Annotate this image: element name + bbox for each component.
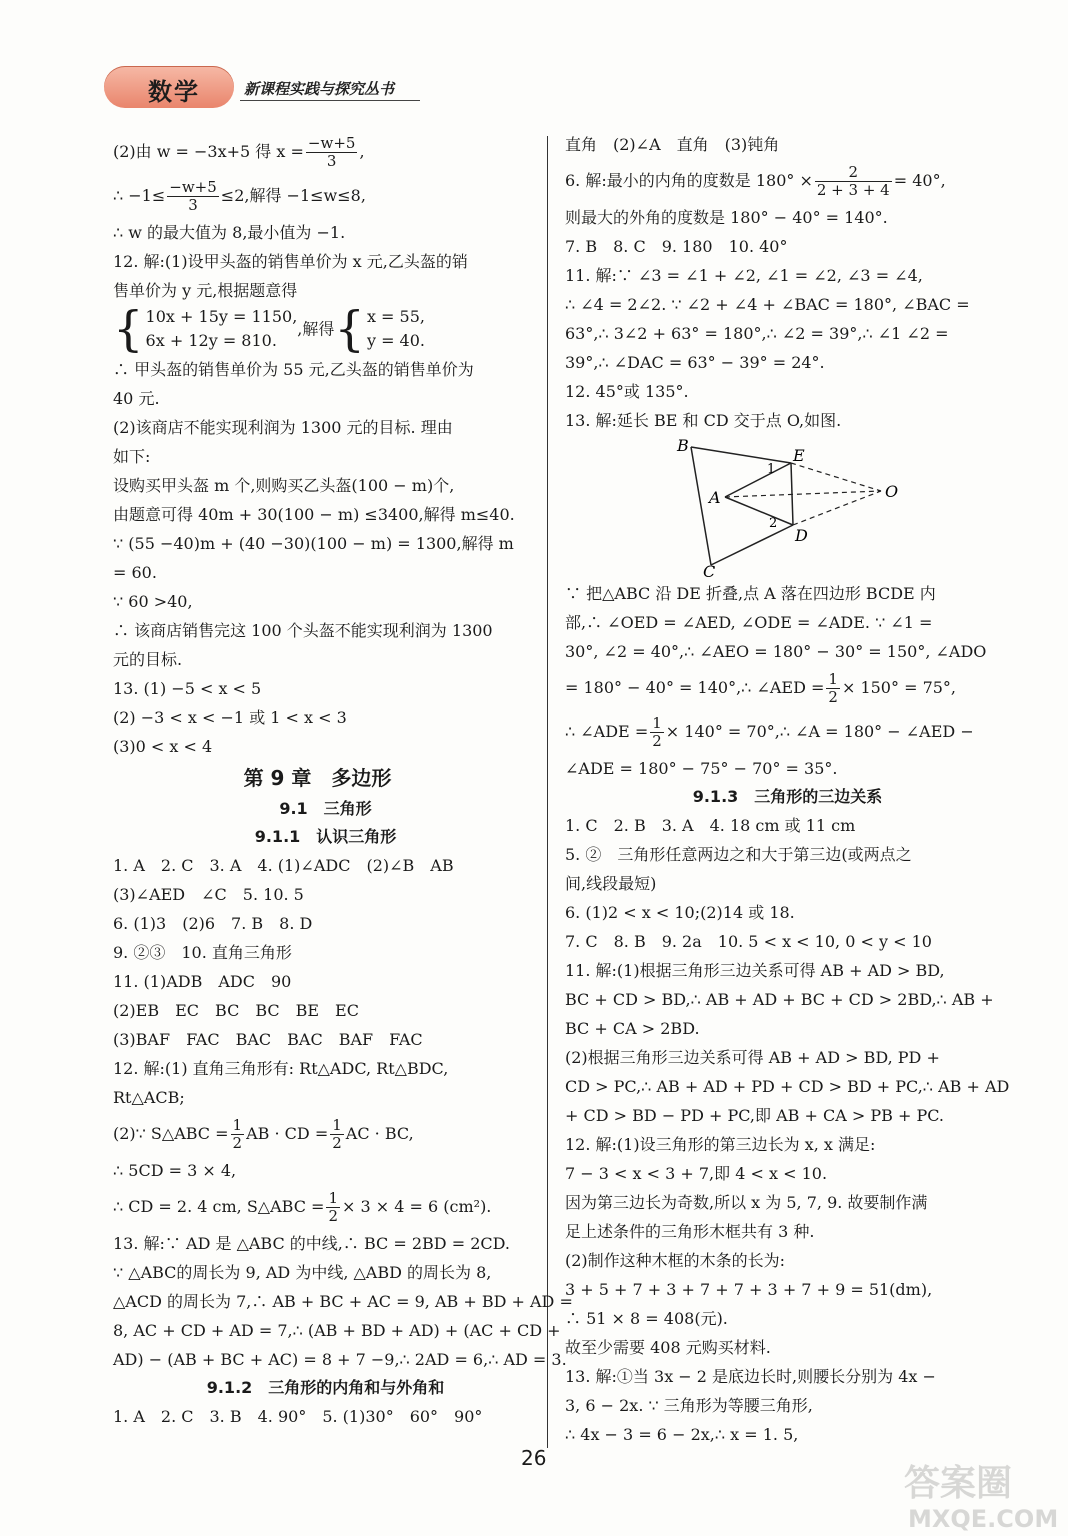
segment-AO-dashed (725, 491, 881, 497)
answer-line: 3, 6 − 2x. ∵ 三角形为等腰三角形, (565, 1396, 813, 1415)
answer-line: (2)根据三角形三边关系可得 AB + AD > BD, PD + (565, 1048, 940, 1067)
watermark-logo (900, 1455, 1060, 1535)
answer-line: 11. (1)ADB ADC 90 (113, 972, 292, 991)
answer-line: 5. ② 三角形任意两边之和大于第三边(或两点之 (565, 845, 912, 864)
answer-line: 12. 45°或 135°. (565, 382, 689, 401)
answer-line: 因为第三边长为奇数,所以 x 为 5, 7, 9. 故要制作满 (565, 1193, 928, 1212)
answer-line: 7. C 8. B 9. 2a 10. 5 < x < 10, 0 < y < 10 (565, 932, 932, 951)
answer-line: CD > PC,∴ AB + AD + PD + CD > BD + PC,∴ AB + AD (565, 1077, 1010, 1096)
chapter-title: 第 9 章 多边形 (243, 766, 392, 790)
answer-line: 直角 (2)∠A 直角 (3)钝角 (565, 135, 780, 154)
answer-line: ∵ △ABC的周长为 9, AD 为中线, △ABD 的周长为 8, (113, 1263, 492, 1282)
answer-line: 9. ②③ 10. 直角三角形 (113, 943, 292, 962)
angle-label-1: 1 (767, 462, 776, 477)
geometry-figure (675, 437, 905, 577)
answer-line: 1. C 2. B 3. A 4. 18 cm 或 11 cm (565, 816, 856, 835)
answer-line: 11. 解:∵ ∠3 = ∠1 + ∠2, ∠1 = ∠2, ∠3 = ∠4, (565, 266, 923, 285)
segment-CD (711, 525, 793, 565)
fraction: $\frac{1}{2}$ (332, 1116, 342, 1152)
right-column (565, 130, 1010, 1449)
answer-line: 39°,∴ ∠DAC = 63° − 39° = 24°. (565, 353, 825, 372)
angle-label-2: 2 (769, 516, 778, 531)
answer-line: (2)制作这种木框的木条的长为: (565, 1251, 786, 1270)
answer-line: 13. 解:∵ AD 是 △ABC 的中线,∴ BC = 2BD = 2CD. (113, 1234, 510, 1253)
answer-line: ∴ 甲头盔的销售单价为 55 元,乙头盔的销售单价为 (113, 360, 474, 379)
answer-line: (3)∠AED ∠C 5. 10. 5 (113, 885, 304, 904)
fraction: $\frac{1}{2}$ (328, 1189, 338, 1225)
answer-line: ∴ −1≤ $\frac{-w+5}{3}$ ≤2,解得 −1≤w≤8, (113, 178, 366, 214)
answer-line: 1. A 2. C 3. A 4. (1)∠ADC (2)∠B AB (113, 856, 454, 875)
answer-line: = 180° − 40° = 140°,∴ ∠AED = $\frac{1}{2}$ × 150° = 75°, (565, 670, 957, 706)
fraction: $\frac{2}{2 + 3 + 4}$ (816, 163, 890, 199)
label-D: D (795, 526, 808, 545)
answer-line: Rt△ACB; (113, 1088, 185, 1107)
segment-BC (691, 447, 711, 565)
answer-line: 40 元. (113, 389, 160, 408)
subsection-title: 9.1.3 三角形的三边关系 (692, 787, 883, 806)
label-E: E (793, 446, 805, 465)
left-column (113, 130, 573, 1431)
answer-line: 8, AC + CD + AD = 7,∴ (AB + BD + AD) + (AC + CD + (113, 1321, 561, 1340)
answer-line: 间,线段最短) (565, 874, 657, 893)
segment-AD (725, 497, 793, 525)
section-title: 9.1 三角形 (279, 799, 372, 818)
answer-line: + CD > BD − PD + PC,即 AB + CA > PB + PC. (565, 1106, 944, 1125)
answer-line: ∴ ∠ADE = $\frac{1}{2}$ × 140° = 70°,∴ ∠A = 180° − ∠AED − (565, 714, 974, 750)
answer-line: 13. 解:①当 3x − 2 是底边长时,则腰长分别为 4x − (565, 1367, 936, 1386)
label-O: O (885, 482, 899, 501)
watermark-url: MXQE.COM (908, 1505, 1059, 1533)
answer-line: 6. (1)2 < x < 10;(2)14 或 18. (565, 903, 795, 922)
answer-line: 如下: (113, 447, 151, 466)
answer-line: ∵ 把△ABC 沿 DE 折叠,点 A 落在四边形 BCDE 内 (565, 584, 936, 603)
segment-DO-dashed (793, 491, 881, 525)
answer-line: (2)EB EC BC BC BE EC (113, 1001, 359, 1020)
segment-BE (691, 447, 791, 463)
answer-line: 11. 解:(1)根据三角形三边关系可得 AB + AD > BD, (565, 961, 945, 980)
answer-line: 13. 解:延长 BE 和 CD 交于点 O,如图. (565, 411, 842, 430)
answer-line: 元的目标. (113, 650, 183, 669)
answer-line: (3)0 < x < 4 (113, 737, 213, 756)
watermark-text: 答案圈 (904, 1463, 1013, 1504)
answer-line: 12. 解:(1)设三角形的第三边长为 x, x 满足: (565, 1135, 876, 1154)
answer-line: ∵ (55 −40)m + (40 −30)(100 − m) = 1300,解得 m (113, 534, 514, 553)
answer-line: (2)该商店不能实现利润为 1300 元的目标. 理由 (113, 418, 453, 437)
answer-line: ∴ 4x − 3 = 6 − 2x,∴ x = 1. 5, (565, 1425, 799, 1444)
answer-line: 1. A 2. C 3. B 4. 90° 5. (1)30° 60° 90° (113, 1407, 483, 1426)
answer-line: 13. (1) −5 < x < 5 (113, 679, 262, 698)
fraction: $\frac{-w+5}{3}$ (307, 134, 356, 170)
answer-line: ∴ 51 × 8 = 408(元). (565, 1309, 728, 1328)
subject-badge (104, 66, 234, 108)
answer-line: 12. 解:(1) 直角三角形有: Rt△ADC, Rt△BDC, (113, 1059, 449, 1078)
answer-line: 12. 解:(1)设甲头盔的销售单价为 x 元,乙头盔的销 (113, 252, 468, 271)
answer-line: AD) − (AB + BC + AC) = 8 + 7 −9,∴ 2AD = 6,∴ AD = 3. (113, 1350, 567, 1369)
answer-line: 部,∴ ∠OED = ∠AED, ∠ODE = ∠ADE. ∵ ∠1 = (565, 613, 933, 632)
segment-EO-dashed (791, 463, 881, 491)
header-underline (240, 100, 420, 101)
answer-line: 售单价为 y 元,根据题意得 (113, 281, 298, 300)
answer-line: (3)BAF FAC BAC BAC BAF FAC (113, 1030, 423, 1049)
answer-line: ∴ 该商店销售完这 100 个头盔不能实现利润为 1300 (113, 621, 493, 640)
fraction: $\frac{1}{2}$ (828, 670, 838, 706)
column-divider (547, 136, 548, 1448)
segment-AE (725, 463, 791, 497)
answer-line: 3 + 5 + 7 + 3 + 7 + 7 + 3 + 7 + 9 = 51(dm), (565, 1280, 933, 1299)
subsection-title: 9.1.2 三角形的内角和与外角和 (206, 1378, 445, 1397)
page-header (104, 66, 544, 110)
answer-line: 30°, ∠2 = 40°,∴ ∠AEO = 180° − 30° = 150°, ∠ADO (565, 642, 987, 661)
fraction: $\frac{1}{2}$ (232, 1116, 243, 1152)
answer-line: = 60. (113, 563, 157, 582)
answer-line: 7. B 8. C 9. 180 10. 40° (565, 237, 788, 256)
answer-line: 63°,∴ 3∠2 + 63° = 180°,∴ ∠2 = 39°,∴ ∠1 ∠2 = (565, 324, 949, 343)
answer-line: △ACD 的周长为 7,∴ AB + BC + AC = 9, AB + BD + AD = (113, 1292, 573, 1311)
answer-line: ∴ w 的最大值为 8,最小值为 −1. (113, 223, 346, 242)
label-B: B (677, 437, 689, 455)
fraction: $\frac{1}{2}$ (652, 714, 662, 750)
equation-system: { 10x + 15y = 1150, 6x + 12y = 810. ,解得 { x = 55, y = 40. (113, 301, 425, 357)
answer-line: (2) −3 < x < −1 或 1 < x < 3 (113, 708, 347, 727)
answer-line: (2)∵ S△ABC = $\frac{1}{2}$ AB · CD = $\frac{1}{2}$ AC · BC, (113, 1116, 414, 1152)
label-A: A (709, 488, 721, 507)
answer-line: 6. (1)3 (2)6 7. B 8. D (113, 914, 313, 933)
answer-line: ∠ADE = 180° − 75° − 70° = 35°. (565, 759, 838, 778)
answer-line: 故至少需要 408 元购买材料. (565, 1338, 771, 1357)
answer-line: 7 − 3 < x < 3 + 7,即 4 < x < 10. (565, 1164, 828, 1183)
fraction: $\frac{-w+5}{3}$ (169, 178, 217, 214)
answer-line: 设购买甲头盔 m 个,则购买乙头盔(100 − m)个, (113, 476, 455, 495)
answer-line: ∴ 5CD = 3 × 4, (113, 1161, 237, 1180)
answer-line: BC + CD > BD,∴ AB + AD + BC + CD > 2BD,∴ AB + (565, 990, 994, 1009)
page-number: 26 (521, 1446, 547, 1470)
answer-line: ∴ CD = 2. 4 cm, S△ABC = $\frac{1}{2}$ × 3 × 4 = 6 (cm²). (113, 1189, 492, 1225)
answer-line: 则最大的外角的度数是 180° − 40° = 140°. (565, 208, 888, 227)
subsection-title: 9.1.1 认识三角形 (254, 827, 397, 846)
label-C: C (703, 562, 716, 577)
answer-line: 6. 解:最小的内角的度数是 180° × $\frac{2}{2 + 3 + 4}$ = 40°, (565, 163, 946, 199)
answer-line: (2)由 w = −3x+5 得 x = $\frac{-w+5}{3}$ , (113, 134, 365, 170)
series-title: 新课程实践与探究丛书 (244, 80, 395, 98)
answer-line: 由题意可得 40m + 30(100 − m) ≤3400,解得 m≤40. (113, 505, 515, 524)
answer-line: 足上述条件的三角形木框共有 3 种. (565, 1222, 815, 1241)
answer-line: ∵ 60 >40, (113, 592, 193, 611)
answer-line: ∴ ∠4 = 2∠2. ∵ ∠2 + ∠4 + ∠BAC = 180°, ∠BAC = (565, 295, 970, 314)
subject-label: 数学 (148, 78, 200, 106)
answer-line: BC + CA > 2BD. (565, 1019, 700, 1038)
